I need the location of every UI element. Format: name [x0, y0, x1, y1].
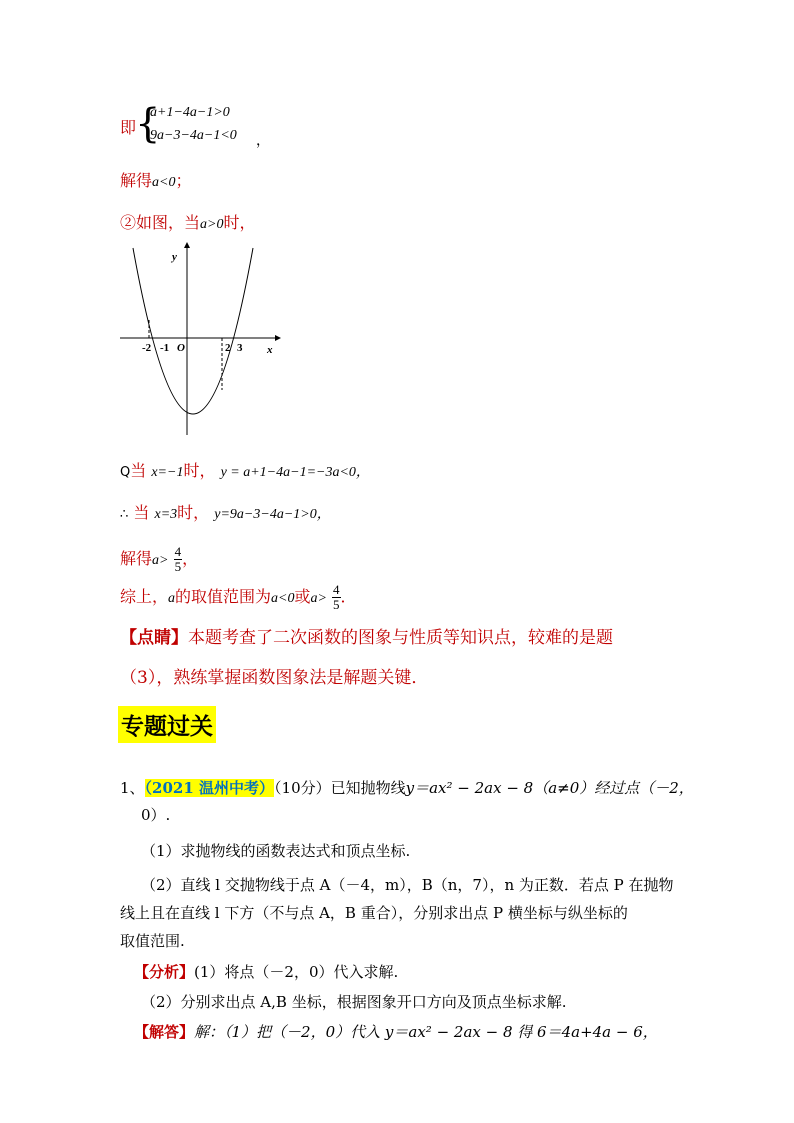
analysis-bracket: 【分析】 — [134, 963, 195, 981]
comment-bracket: 【点睛】 — [120, 628, 188, 648]
line-x1-expr: y = a+1−4a−1=−3a<0， — [220, 465, 370, 480]
question-2-line-3: 取值范围. — [120, 932, 185, 950]
fraction-4-5 — [174, 545, 183, 574]
jiede-math-2: a> — [152, 553, 169, 568]
summary-math-2: a> — [310, 591, 327, 606]
fraction-numerator: 4 — [174, 544, 182, 559]
comment-line-2: （3），熟练掌握函数图象法是解题关键． — [120, 668, 429, 688]
problem-number: 1、 — [120, 779, 145, 797]
parabola-curve — [133, 248, 253, 414]
problem-score: （10分）已知抛物线 — [274, 779, 406, 797]
line-x1-mid: 时， — [183, 461, 216, 480]
tick-label-2: 2 — [225, 342, 231, 354]
system-tail: ， — [256, 134, 270, 149]
x-label: x — [267, 344, 273, 356]
line-x-3 — [120, 503, 331, 525]
answer-line — [134, 1022, 658, 1042]
tick-label-3: 3 — [237, 342, 243, 354]
parabola-graph — [115, 240, 285, 440]
summary-fraction-denominator: 5 — [333, 597, 340, 612]
summary-fraction-numerator: 4 — [333, 582, 340, 597]
ji-label — [120, 118, 136, 138]
summary-tail: ． — [340, 587, 357, 606]
line-x-minus-1 — [120, 461, 370, 483]
line-x1-label: 当 — [130, 461, 147, 480]
jiede-label-1: 解得 — [120, 171, 153, 190]
jiede-line-1 — [120, 171, 191, 193]
summary-var: a — [168, 591, 176, 606]
system-brace: { — [135, 101, 161, 147]
jiede-math-1: a<0 — [152, 175, 176, 190]
jiede-tail-1: ； — [175, 171, 192, 190]
origin-label: O — [177, 342, 185, 354]
line-x3-label: 当 — [133, 503, 150, 522]
line-x3-mid: 时， — [177, 503, 210, 522]
source-tag: （2021 温州中考） — [144, 779, 275, 797]
summary-label: 综上， — [120, 587, 169, 606]
question-2-line-1: （2）直线 l 交抛物线于点 A（－4，m），B（n，7），n 为正数．若点 P 在抛物 — [141, 876, 674, 894]
case2-line — [120, 213, 255, 235]
summary-math-1: a<0 — [271, 591, 295, 606]
tick-label-minus-2: -2 — [142, 342, 152, 354]
line-x3-expr: y=9a−3−4a−1>0， — [214, 507, 331, 522]
ji-text: 即 — [120, 118, 137, 137]
jiede-label-2: 解得 — [120, 549, 153, 568]
case2-label: ②如图，当 — [120, 213, 201, 232]
case2-tail: 时， — [223, 213, 256, 232]
analysis-line-2: （2）分别求出点 A,B 坐标，根据图象开口方向及顶点坐标求解. — [141, 993, 567, 1011]
answer-bracket: 【解答】 — [134, 1023, 195, 1041]
system-line-2: 9a−3−4a−1<0 — [150, 128, 237, 143]
line-x3-math: x=3 — [154, 507, 178, 522]
jiede-line-2 — [120, 542, 198, 578]
summary-fraction-4-5 — [332, 583, 341, 612]
line-x1-math: x=−1 — [151, 465, 184, 480]
analysis-text-1: (1）将点（－2，0）代入求解. — [194, 963, 399, 981]
because-symbol: Q — [120, 465, 131, 480]
answer-text: 解：（1）把（－2，0）代入 y＝ax² − 2ax − 8 得 6＝4a+4a − 6， — [194, 1023, 658, 1041]
section-title: 专题过关 — [118, 706, 216, 743]
jiede-tail-2: ， — [182, 549, 199, 568]
analysis-line-1 — [134, 962, 398, 982]
tick-label-minus-1: -1 — [160, 342, 170, 354]
problem-line-2: 0）. — [141, 806, 171, 824]
summary-line — [120, 580, 357, 616]
system-line-1: a+1−4a−1>0 — [150, 105, 230, 120]
therefore-symbol: ∴ — [120, 507, 129, 522]
x-axis-arrow-icon — [275, 335, 281, 341]
comment-line-1 — [120, 628, 613, 648]
summary-mid: 的取值范围为 — [175, 587, 272, 606]
question-1: （1）求抛物线的函数表达式和顶点坐标. — [141, 842, 411, 860]
y-axis-arrow-icon — [184, 242, 190, 248]
case2-math: a>0 — [200, 217, 224, 232]
question-2-line-2: 线上且在直线 l 下方（不与点 A，B 重合），分别求出点 P 横坐标与纵坐标的 — [120, 904, 628, 922]
fraction-denominator: 5 — [174, 559, 182, 574]
problem-equation: y＝ax² − 2ax − 8（a≠0）经过点（－2， — [405, 779, 694, 797]
problem-line-1 — [120, 778, 694, 798]
summary-or: 或 — [294, 587, 311, 606]
y-label: y — [172, 251, 177, 263]
comment-text-1: 本题考查了二次函数的图象与性质等知识点，较难的是题 — [188, 628, 613, 648]
